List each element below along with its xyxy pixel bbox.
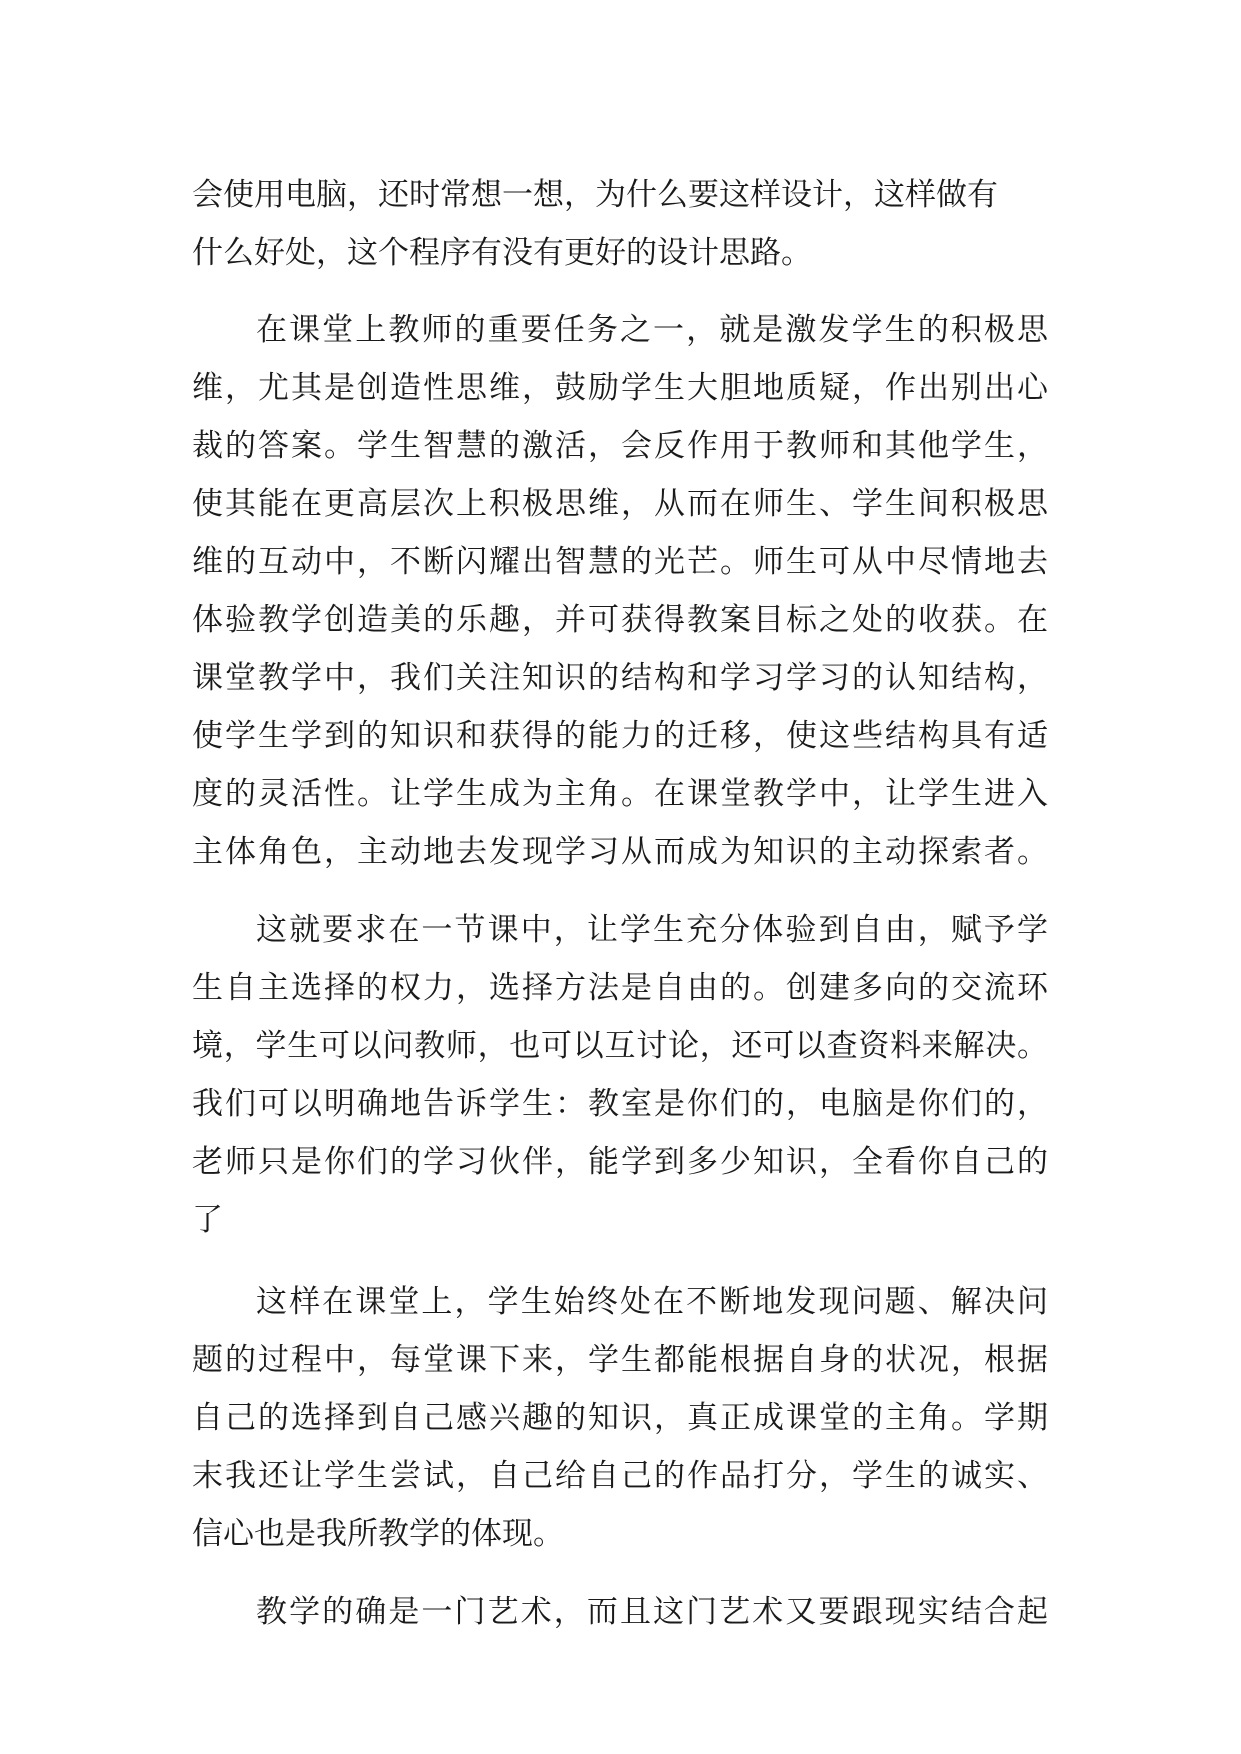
text-line	[0, 1132, 1241, 1192]
paragraph-first-line	[0, 1582, 1241, 1642]
text-line-content: 题的过程中，每堂课下来，学生都能根据自身的状况，根据	[192, 1342, 1048, 1378]
text-line	[0, 1190, 1241, 1250]
text-line	[0, 474, 1241, 534]
text-line	[0, 590, 1241, 650]
text-line-content: 主体角色，主动地去发现学习从而成为知识的主动探索者。	[192, 834, 1048, 870]
text-line-content: 使其能在更高层次上积极思维，从而在师生、学生间积极思	[192, 486, 1048, 522]
text-line-content: 末我还让学生尝试，自己给自己的作品打分，学生的诚实、	[192, 1458, 1048, 1494]
paragraph-first-line	[0, 900, 1241, 960]
text-line	[0, 532, 1241, 592]
text-line-content: 在课堂上教师的重要任务之一，就是激发学生的积极思	[256, 312, 1048, 348]
text-line-content: 课堂教学中，我们关注知识的结构和学习学习的认知结构，	[192, 660, 1048, 696]
text-line-content: 使学生学到的知识和获得的能力的迁移，使这些结构具有适	[192, 718, 1048, 754]
text-line-content: 维的互动中，不断闪耀出智慧的光芒。师生可从中尽情地去	[192, 544, 1048, 580]
text-line-content: 体验教学创造美的乐趣，并可获得教案目标之处的收获。在	[192, 602, 1048, 638]
text-line	[0, 165, 1241, 225]
text-line	[0, 1388, 1241, 1448]
text-line-content: 自己的选择到自己感兴趣的知识，真正成课堂的主角。学期	[192, 1400, 1048, 1436]
text-line	[0, 958, 1241, 1018]
text-line	[0, 1504, 1241, 1564]
text-line-content: 什么好处，这个程序有没有更好的设计思路。	[192, 235, 812, 271]
text-line-content: 信心也是我所教学的体现。	[192, 1516, 564, 1552]
text-line	[0, 764, 1241, 824]
text-line-content: 这样在课堂上，学生始终处在不断地发现问题、解决问	[256, 1284, 1048, 1320]
text-line-content: 维，尤其是创造性思维，鼓励学生大胆地质疑，作出别出心	[192, 370, 1048, 406]
text-line	[0, 648, 1241, 708]
text-line-content: 老师只是你们的学习伙伴，能学到多少知识，全看你自己的	[192, 1144, 1048, 1180]
text-line-content: 我们可以明确地告诉学生：教室是你们的，电脑是你们的，	[192, 1086, 1048, 1122]
text-line-content: 这就要求在一节课中，让学生充分体验到自由，赋予学	[256, 912, 1048, 948]
text-line	[0, 822, 1241, 882]
text-line-content: 裁的答案。学生智慧的激活，会反作用于教师和其他学生，	[192, 428, 1048, 464]
text-line-content: 了	[192, 1202, 223, 1238]
text-line	[0, 1016, 1241, 1076]
text-line-content: 会使用电脑，还时常想一想，为什么要这样设计，这样做有	[192, 177, 998, 213]
text-line	[0, 358, 1241, 418]
text-line	[0, 706, 1241, 766]
text-line	[0, 1074, 1241, 1134]
text-line-content: 度的灵活性。让学生成为主角。在课堂教学中，让学生进入	[192, 776, 1048, 812]
text-line	[0, 223, 1241, 283]
text-line	[0, 416, 1241, 476]
paragraph-first-line	[0, 1272, 1241, 1332]
text-line	[0, 1330, 1241, 1390]
text-line	[0, 1446, 1241, 1506]
text-line-content: 教学的确是一门艺术，而且这门艺术又要跟现实结合起	[256, 1594, 1048, 1630]
text-line-content: 境，学生可以问教师，也可以互讨论，还可以查资料来解决。	[192, 1028, 1048, 1064]
text-line-content: 生自主选择的权力，选择方法是自由的。创建多向的交流环	[192, 970, 1048, 1006]
paragraph-first-line	[0, 300, 1241, 360]
